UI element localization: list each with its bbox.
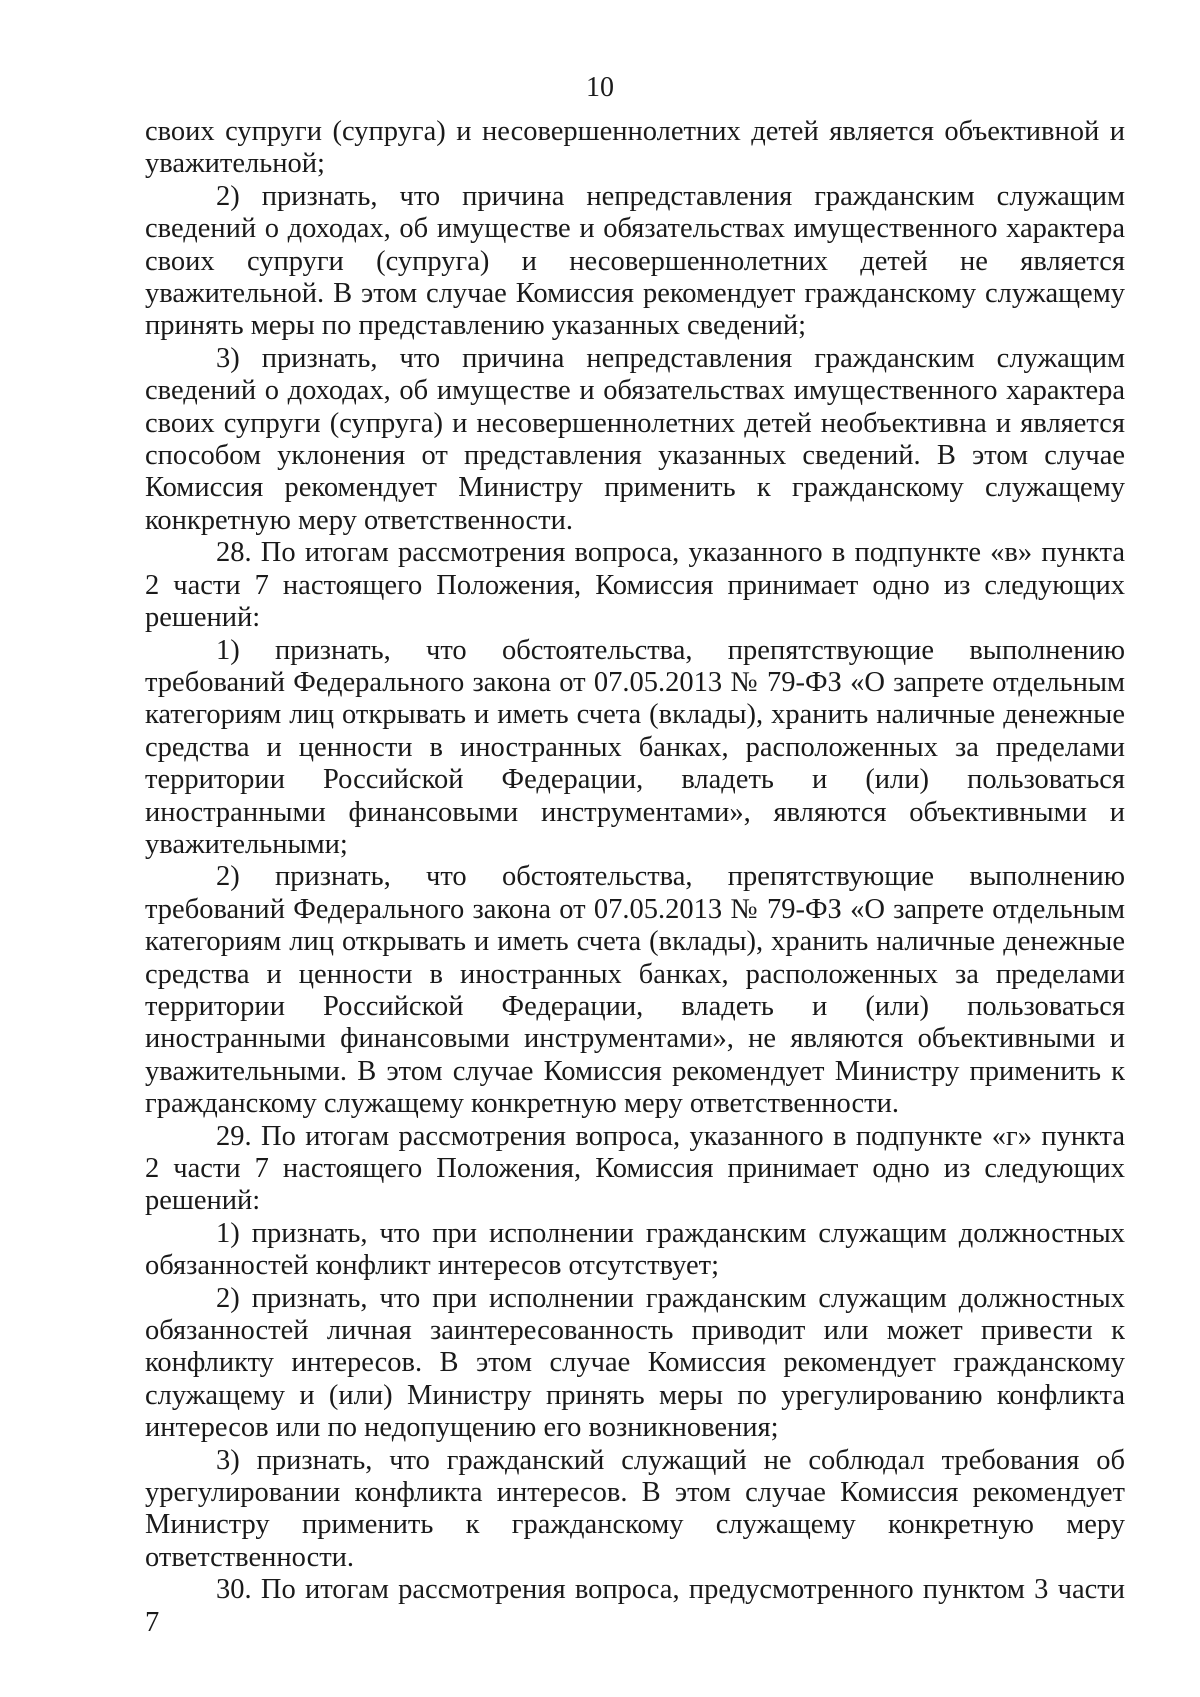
paragraph: 29. По итогам рассмотрения вопроса, указанного в подпункте «г» пункта 2 части 7 настоящего Положения, Комиссия принимает одно из следующих решений: (145, 1120, 1125, 1217)
paragraph: 30. По итогам рассмотрения вопроса, предусмотренного пунктом 3 части 7 (145, 1574, 1125, 1638)
paragraph: 1) признать, что при исполнении гражданским служащим должностных обязанностей конфликт интересов отсутствует; (145, 1217, 1125, 1282)
paragraph: 3) признать, что причина непредставления гражданским служащим сведений о доходах, об имуществе и обязательствах имущественного характера своих супруги (супруга) и несовершеннолетних детей необъективна и является способом уклонения от представления указанных сведений. В этом случае Комиссия рекомендует Министру применить к гражданскому служащему конкретную меру ответственности. (145, 342, 1125, 536)
paragraph: 2) признать, что причина непредставления гражданским служащим сведений о доходах, об имуществе и обязательствах имущественного характера своих супруги (супруга) и несовершеннолетних детей не является уважительной. В этом случае Комиссия рекомендует гражданскому служащему принять меры по представлению указанных сведений; (145, 180, 1125, 342)
document-body (145, 116, 1125, 1639)
paragraph: 2) признать, что при исполнении гражданским служащим должностных обязанностей личная заинтересованность приводит или может привести к конфликту интересов. В этом случае Комиссия рекомендует гражданскому служащему и (или) Министру принять меры по урегулированию конфликта интересов или по недопущению его возникновения; (145, 1282, 1125, 1444)
paragraph: 1) признать, что обстоятельства, препятствующие выполнению требований Федерального закона от 07.05.2013 № 79-ФЗ «О запрете отдельным категориям лиц открывать и иметь счета (вклады), хранить наличные денежные средства и ценности в иностранных банках, расположенных за пределами территории Российской Федерации, владеть и (или) пользоваться иностранными финансовыми инструментами», являются объективными и уважительными; (145, 634, 1125, 860)
page-number: 10 (586, 72, 614, 103)
paragraph: 28. По итогам рассмотрения вопроса, указанного в подпункте «в» пункта 2 части 7 настоящего Положения, Комиссия принимает одно из следующих решений: (145, 537, 1125, 634)
paragraph: своих супруги (супруга) и несовершеннолетних детей является объективной и уважительной; (145, 116, 1125, 180)
paragraph: 2) признать, что обстоятельства, препятствующие выполнению требований Федерального закона от 07.05.2013 № 79-ФЗ «О запрете отдельным категориям лиц открывать и иметь счета (вклады), хранить наличные денежные средства и ценности в иностранных банках, расположенных за пределами территории Российской Федерации, владеть и (или) пользоваться иностранными финансовыми инструментами», не являются объективными и уважительными. В этом случае Комиссия рекомендует Министру применить к гражданскому служащему конкретную меру ответственности. (145, 861, 1125, 1120)
paragraph: 3) признать, что гражданский служащий не соблюдал требования об урегулировании конфликта интересов. В этом случае Комиссия рекомендует Министру применить к гражданскому служащему конкретную меру ответственности. (145, 1444, 1125, 1573)
